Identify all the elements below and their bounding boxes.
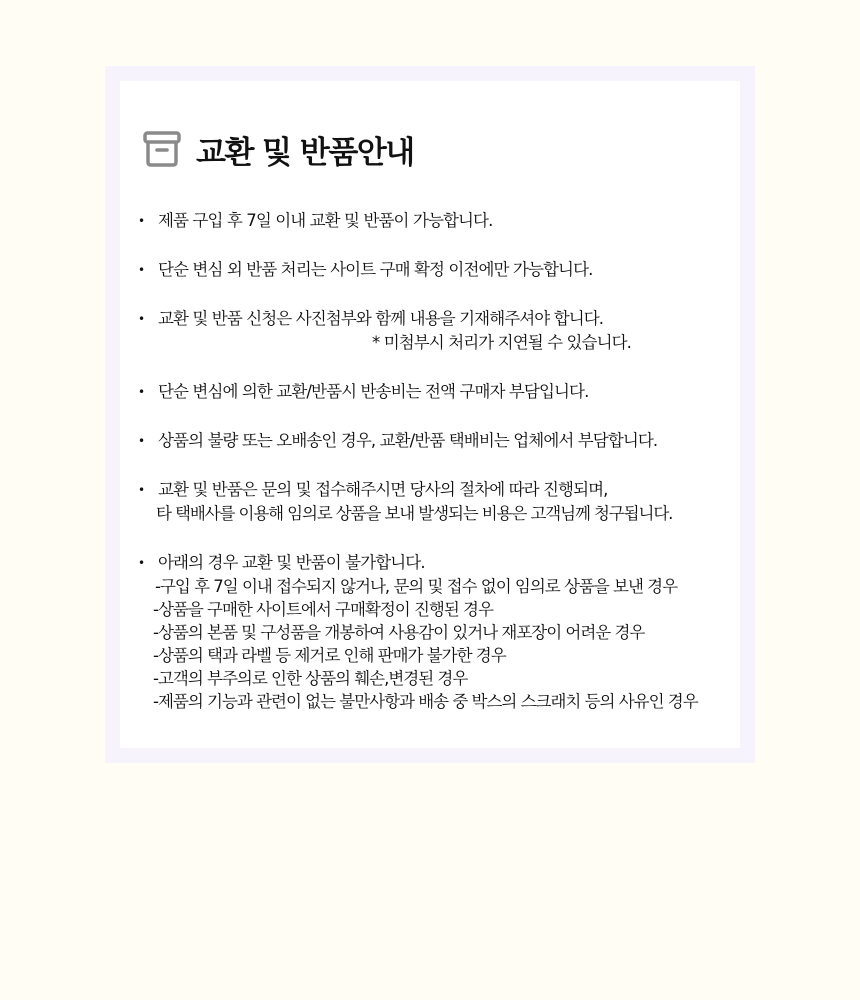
bullet-icon: • [138, 312, 145, 326]
outer-frame [105, 66, 755, 763]
section-header [142, 127, 414, 171]
list-item [138, 429, 738, 453]
notice-text: 제품 구입 후 7일 이내 교환 및 반품이 가능합니다. [158, 211, 493, 230]
exception-item: -제품의 기능과 관련이 없는 불만사항과 배송 중 박스의 스크래치 등의 사유인 경우 [153, 692, 698, 711]
bullet-icon: • [138, 483, 145, 497]
page-title: 교환 및 반품안내 [196, 134, 414, 171]
bullet-icon: • [138, 385, 145, 399]
list-item [138, 478, 738, 526]
notice-continuation: 타 택배사를 이용해 임의로 상품을 보내 발생되는 비용은 고객님께 청구됩니다. [156, 504, 673, 523]
notice-footnote: * 미첨부시 처리가 지연될 수 있습니다. [372, 333, 632, 352]
notice-card [120, 81, 740, 748]
bullet-icon: • [138, 263, 145, 277]
list-item [138, 209, 738, 233]
list-item [138, 258, 738, 282]
bullet-icon: • [138, 434, 145, 448]
notice-text: 단순 변심에 의한 교환/반품시 반송비는 전액 구매자 부담입니다. [158, 382, 589, 401]
notice-text: 상품의 불량 또는 오배송인 경우, 교환/반품 택배비는 업체에서 부담합니다. [158, 431, 658, 450]
notice-list [138, 209, 738, 738]
notice-text: 아래의 경우 교환 및 반품이 불가합니다. [158, 553, 425, 572]
notice-text: 단순 변심 외 반품 처리는 사이트 구매 확정 이전에만 가능합니다. [158, 260, 593, 279]
exception-list [153, 575, 738, 713]
exception-item: -상품을 구매한 사이트에서 구매확정이 진행된 경우 [153, 600, 493, 619]
exception-item: -고객의 부주의로 인한 상품의 훼손,변경된 경우 [153, 669, 468, 688]
notice-text: 교환 및 반품은 문의 및 접수해주시면 당사의 절차에 따라 진행되며, [158, 480, 608, 499]
list-item [138, 551, 738, 713]
box-icon [142, 129, 182, 169]
exception-item: -구입 후 7일 이내 접수되지 않거나, 문의 및 접수 없이 임의로 상품을 보낸 경우 [155, 577, 678, 596]
bullet-icon: • [138, 214, 145, 228]
notice-text: 교환 및 반품 신청은 사진첨부와 함께 내용을 기재해주셔야 합니다. [158, 309, 604, 328]
exception-item: -상품의 본품 및 구성품을 개봉하여 사용감이 있거나 재포장이 어려운 경우 [153, 623, 645, 642]
bullet-icon: • [138, 556, 145, 570]
list-item [138, 380, 738, 404]
exception-item: -상품의 택과 라벨 등 제거로 인해 판매가 불가한 경우 [153, 646, 506, 665]
list-item [138, 307, 738, 355]
